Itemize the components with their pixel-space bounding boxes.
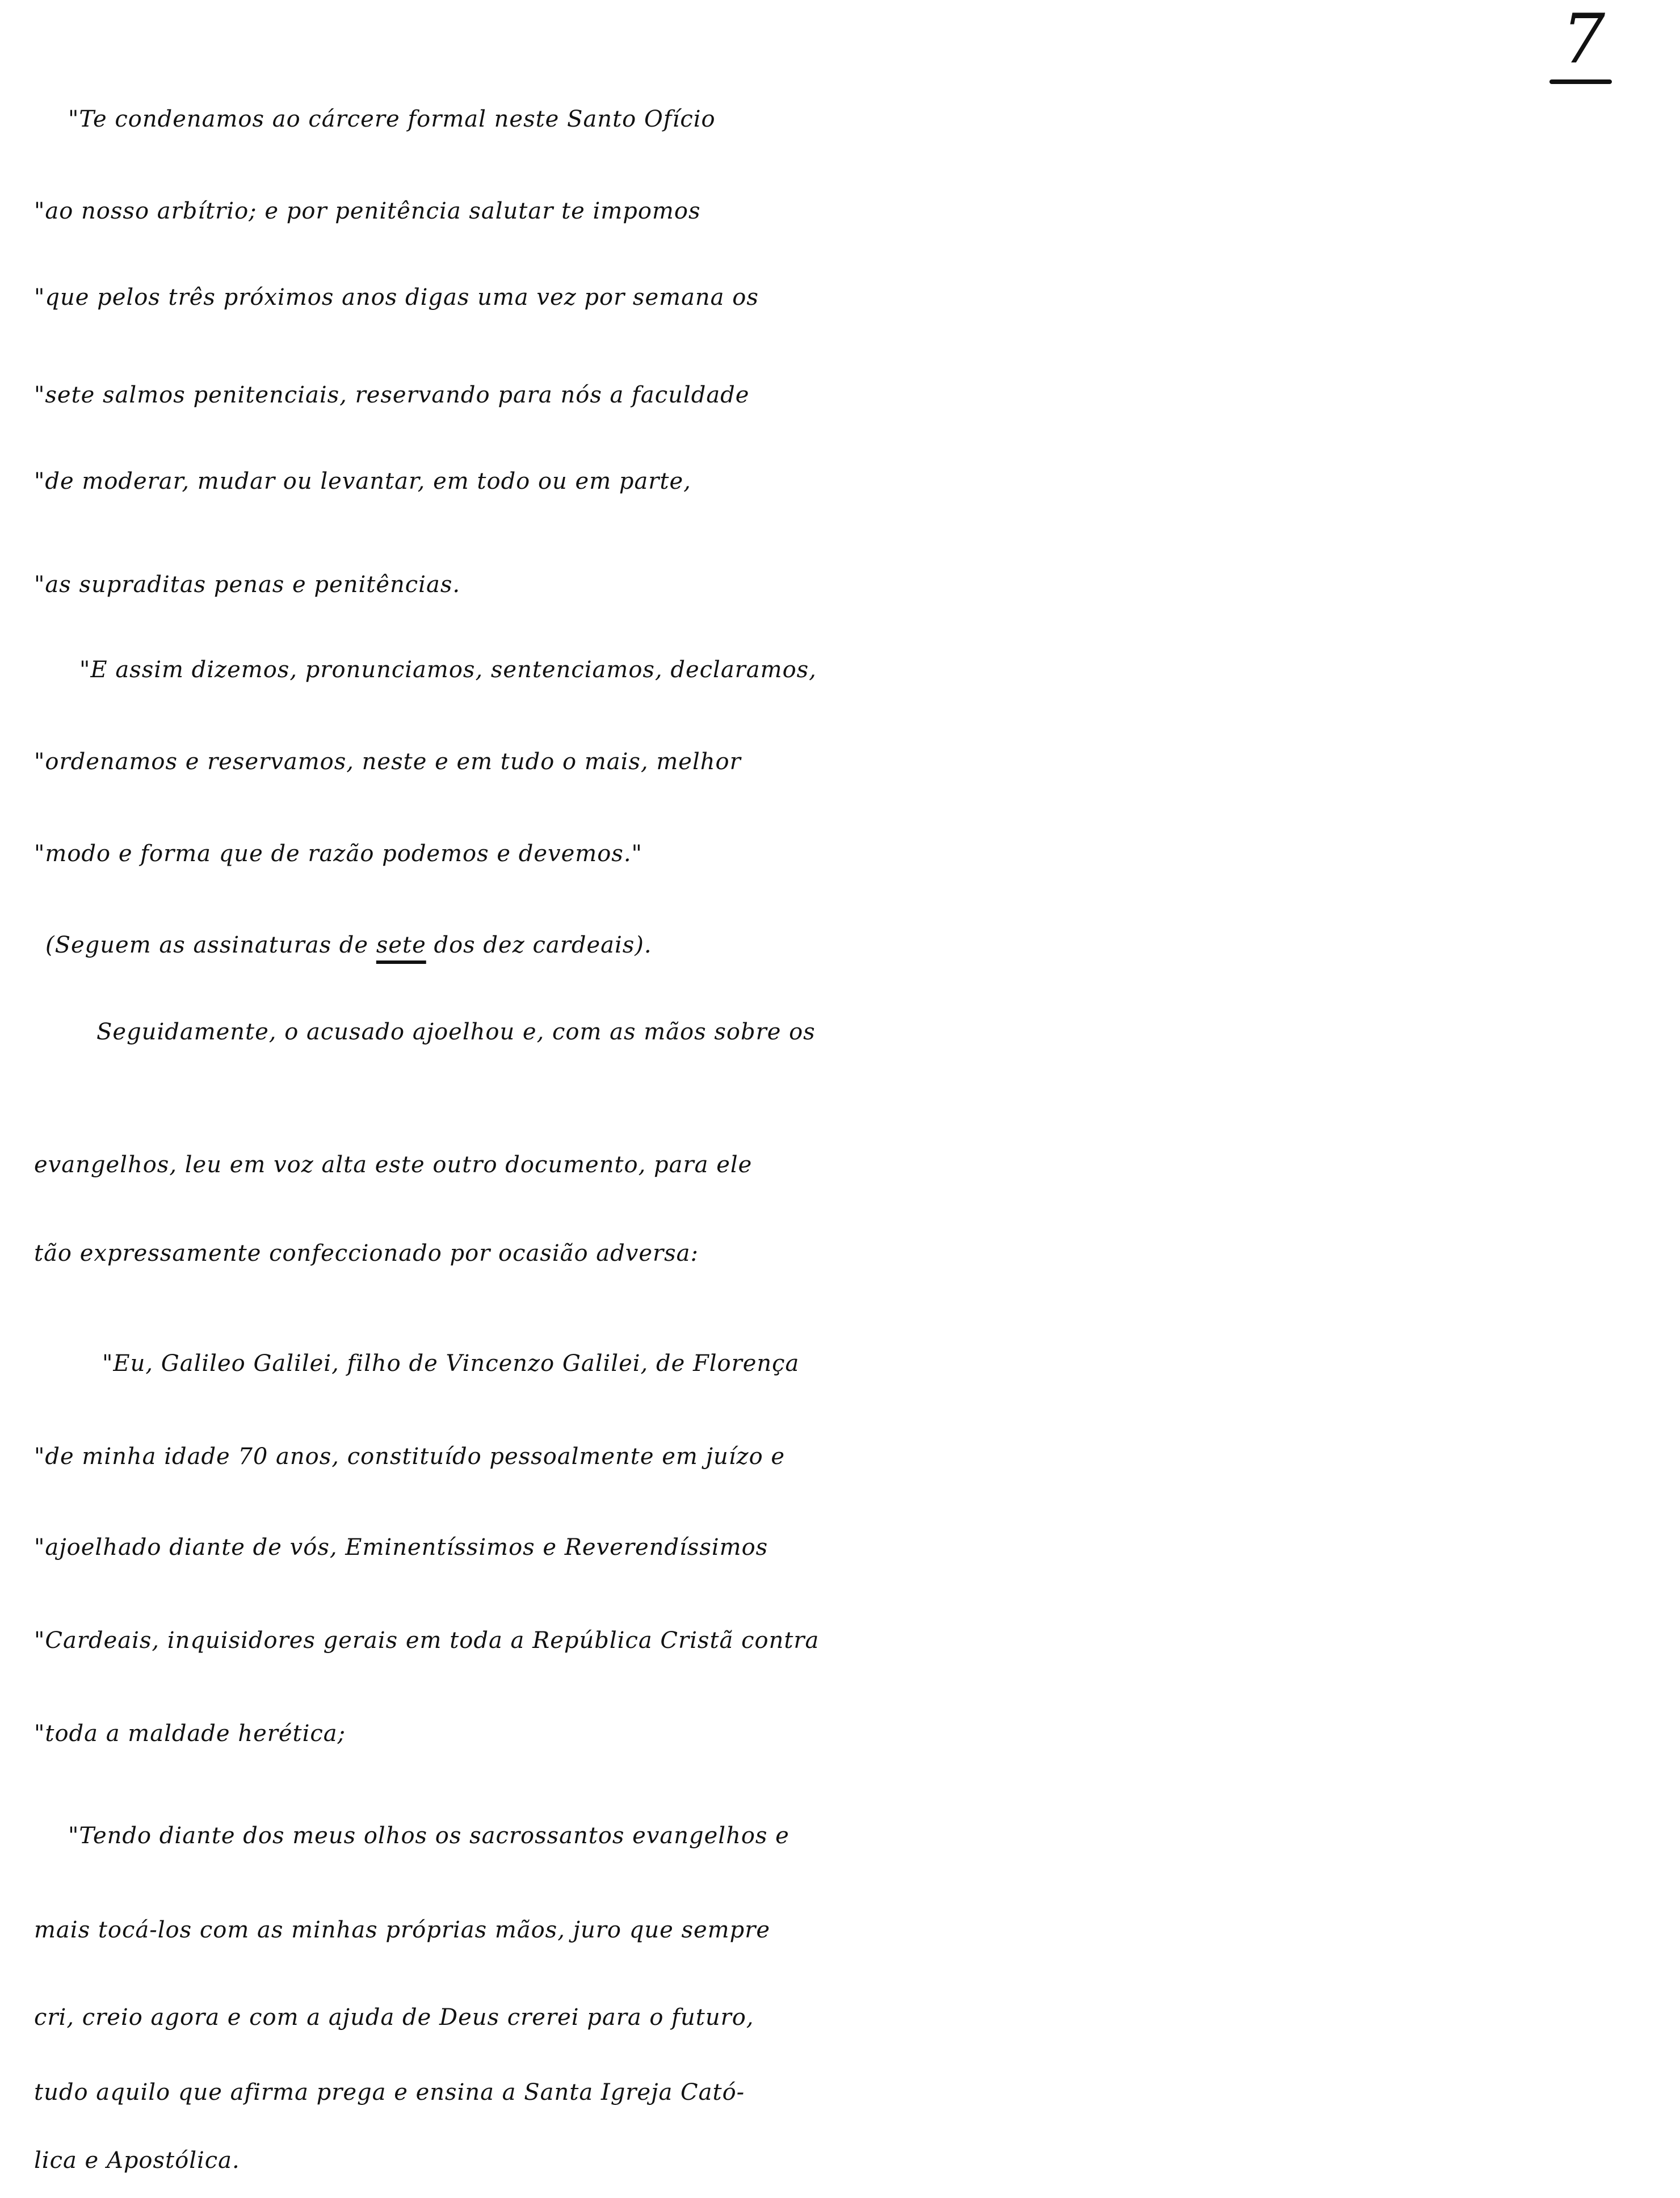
text-line: cri, creio agora e com a ajuda de Deus crerei para o futuro, [34, 2004, 754, 2031]
text-line: "ao nosso arbítrio; e por penitência salutar te impomos [34, 198, 701, 224]
text-line: lica e Apostólica. [34, 2147, 240, 2174]
text-line: "toda a maldade herética; [34, 1721, 346, 1747]
page-number-underline [1549, 79, 1612, 84]
text-line: "E assim dizemos, pronunciamos, sentenciamos, declaramos, [79, 657, 817, 683]
text-line [0, 934, 1680, 957]
text-line: "de moderar, mudar ou levantar, em todo ou em parte, [34, 468, 691, 494]
underlined-word: sete [376, 932, 426, 958]
page-number: 7 [1561, 0, 1606, 79]
text-line: "de minha idade 70 anos, constituído pessoalmente em juízo e [34, 1444, 786, 1470]
text-segment: dos dez cardeais). [434, 932, 652, 958]
text-line: "Eu, Galileo Galilei, filho de Vincenzo Galilei, de Florença [102, 1350, 800, 1377]
text-line: "ordenamos e reservamos, neste e em tudo o mais, melhor [34, 749, 741, 775]
text-line: mais tocá-los com as minhas próprias mãos, juro que sempre [34, 1917, 771, 1943]
text-line: "Tendo diante dos meus olhos os sacrossantos evangelhos e [68, 1823, 789, 1849]
text-line: "as supraditas penas e penitências. [34, 572, 461, 598]
text-line: evangelhos, leu em voz alta este outro documento, para ele [34, 1152, 753, 1178]
text-line: "ajoelhado diante de vós, Eminentíssimos e Reverendíssimos [34, 1534, 768, 1561]
text-line: "Te condenamos ao cárcere formal neste Santo Ofício [68, 106, 716, 132]
text-line: "Cardeais, inquisidores gerais em toda a República Cristã contra [34, 1627, 820, 1654]
text-line: "sete salmos penitenciais, reservando para nós a faculdade [34, 382, 750, 408]
text-line: "modo e forma que de razão podemos e devemos." [34, 841, 642, 867]
text-line: Seguidamente, o acusado ajoelhou e, com as mãos sobre os [96, 1019, 816, 1045]
text-line: tão expressamente confeccionado por ocasião adversa: [34, 1240, 699, 1266]
text-line: tudo aquilo que afirma prega e ensina a Santa Igreja Cató- [34, 2079, 745, 2105]
text-line: "que pelos três próximos anos digas uma vez por semana os [34, 284, 759, 311]
text-segment: (Seguem as assinaturas de [45, 932, 369, 958]
